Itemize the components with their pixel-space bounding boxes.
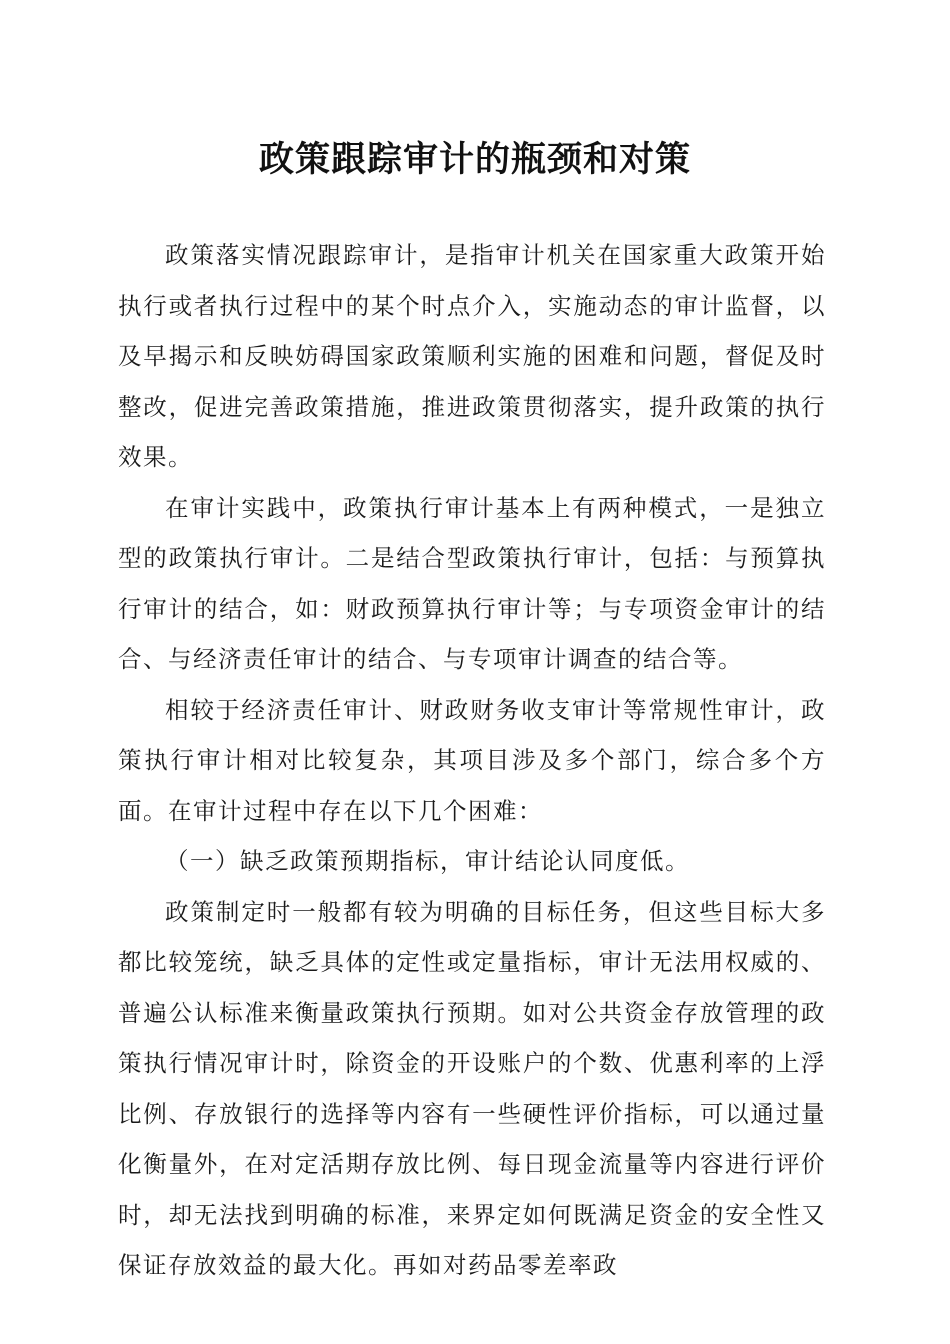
paragraph-section-1: 政策制定时一般都有较为明确的目标任务，但这些目标大多都比较笼统，缺乏具体的定性或定量指标，审计无法用权威的、普遍公认标准来衡量政策执行预期。如对公共资金存放管理的政策执行情况审计时，除资金的开设账户的个数、优惠利率的上浮比例、存放银行的选择等内容有一些硬性评价指标，可以通过量化衡量外，在对定活期存放比例、每日现金流量等内容进行评价时，却无法找到明确的标准，来界定如何既满足资金的安全性又保证存放效益的最大化。再如对药品零差率政 bbox=[118, 897, 826, 1279]
paragraph-difficulties: 相较于经济责任审计、财政财务收支审计等常规性审计，政策执行审计相对比较复杂，其项目涉及多个部门，综合多个方面。在审计过程中存在以下几个困难： bbox=[118, 695, 826, 825]
document-title: 政策跟踪审计的瓶颈和对策 bbox=[258, 139, 691, 180]
document-body bbox=[118, 230, 826, 1291]
paragraph-intro: 政策落实情况跟踪审计，是指审计机关在国家重大政策开始执行或者执行过程中的某个时点介入，实施动态的审计监督，以及早揭示和反映妨碍国家政策顺利实施的困难和问题，督促及时整改，促进完善政策措施，推进政策贯彻落实，提升政策的执行效果。 bbox=[118, 241, 826, 471]
section-heading-1: （一）缺乏政策预期指标，审计结论认同度低。 bbox=[165, 847, 690, 875]
paragraph-audit-modes: 在审计实践中，政策执行审计基本上有两种模式，一是独立型的政策执行审计。二是结合型政策执行审计，包括：与预算执行审计的结合，如：财政预算执行审计等；与专项资金审计的结合、与经济责任审计的结合、与专项审计调查的结合等。 bbox=[118, 493, 826, 673]
